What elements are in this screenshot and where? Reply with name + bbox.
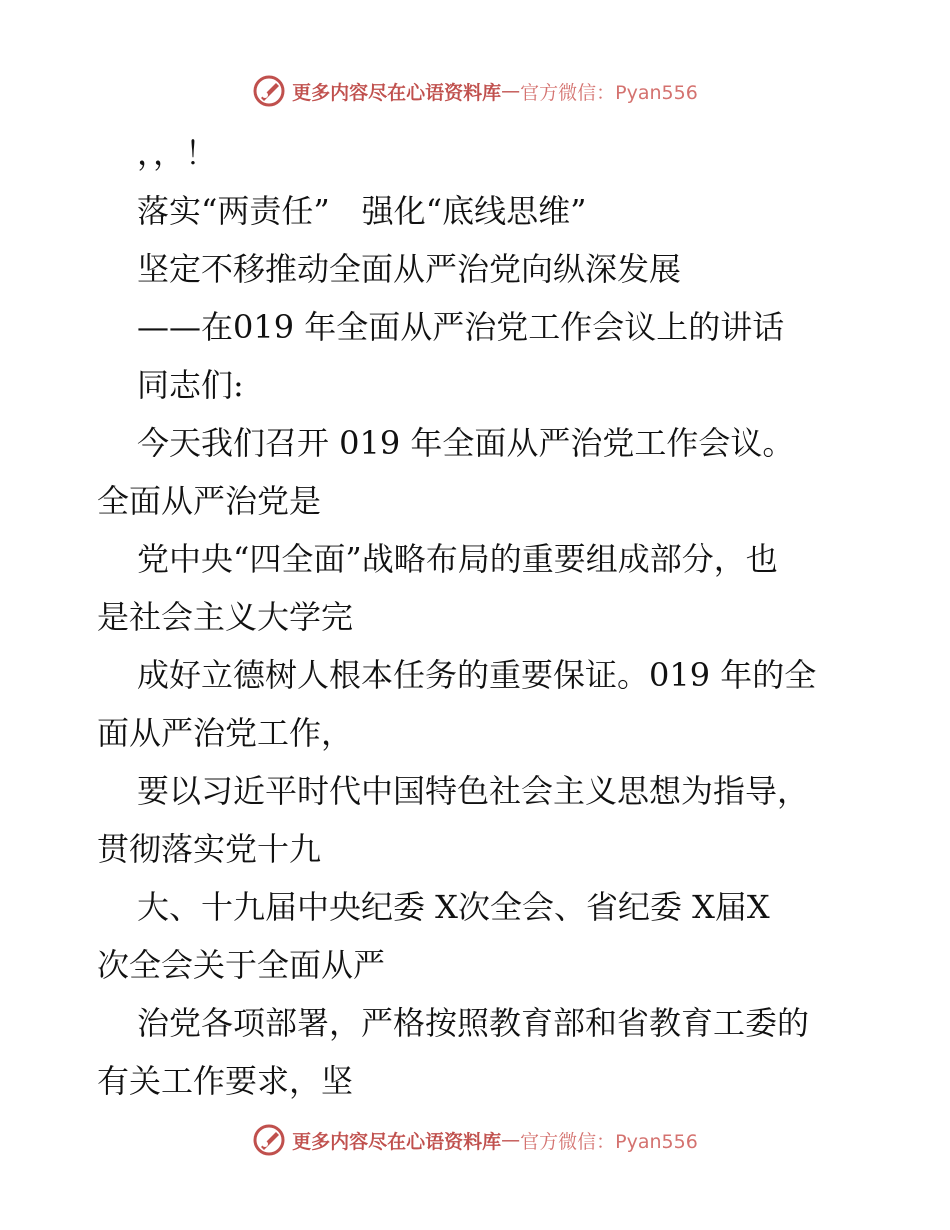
brand-logo-icon — [252, 1123, 286, 1157]
header-wechat-text: 官方微信：Pyan556 — [520, 81, 698, 104]
body-line: 面从严治党工作， — [97, 714, 354, 752]
body-line: 有关工作要求，坚 — [97, 1062, 354, 1100]
body-line: 治党各项部署，严格按照教育部和省教育工委的 — [137, 1004, 810, 1042]
header-separator: — — [501, 80, 521, 102]
header-watermark — [0, 71, 950, 111]
footer-separator: — — [501, 1129, 521, 1151]
body-line: 成好立德树人根本任务的重要保证。019 年的全 — [137, 656, 817, 694]
document-title: 落实“两责任” 强化“底线思维” — [137, 192, 587, 230]
footer-brand-text: 更多内容尽在心语资料库 — [292, 1130, 502, 1153]
footer-watermark — [0, 1120, 950, 1160]
header-brand-text: 更多内容尽在心语资料库 — [292, 81, 502, 104]
body-line: 大、十九届中央纪委 X次全会、省纪委 X届X — [137, 888, 770, 926]
document-body — [97, 124, 857, 1110]
brand-logo-icon — [252, 74, 286, 108]
body-line: 全面从严治党是 — [97, 482, 322, 520]
body-line: 贯彻落实党十九 — [97, 830, 322, 868]
body-line: 是社会主义大学完 — [97, 598, 354, 636]
salutation: 同志们: — [137, 366, 244, 404]
body-line: 要以习近平时代中国特色社会主义思想为指导， — [137, 772, 810, 810]
document-byline: ——在019 年全面从严治党工作会议上的讲话 — [137, 308, 785, 346]
body-line: ，，！ — [137, 134, 218, 172]
footer-wechat-text: 官方微信：Pyan556 — [520, 1130, 698, 1153]
body-line: 今天我们召开 019 年全面从严治党工作会议。 — [137, 424, 795, 462]
document-subtitle: 坚定不移推动全面从严治党向纵深发展 — [137, 250, 682, 288]
body-line: 次全会关于全面从严 — [97, 946, 386, 984]
body-line: 党中央“四全面”战略布局的重要组成部分，也 — [137, 540, 778, 578]
